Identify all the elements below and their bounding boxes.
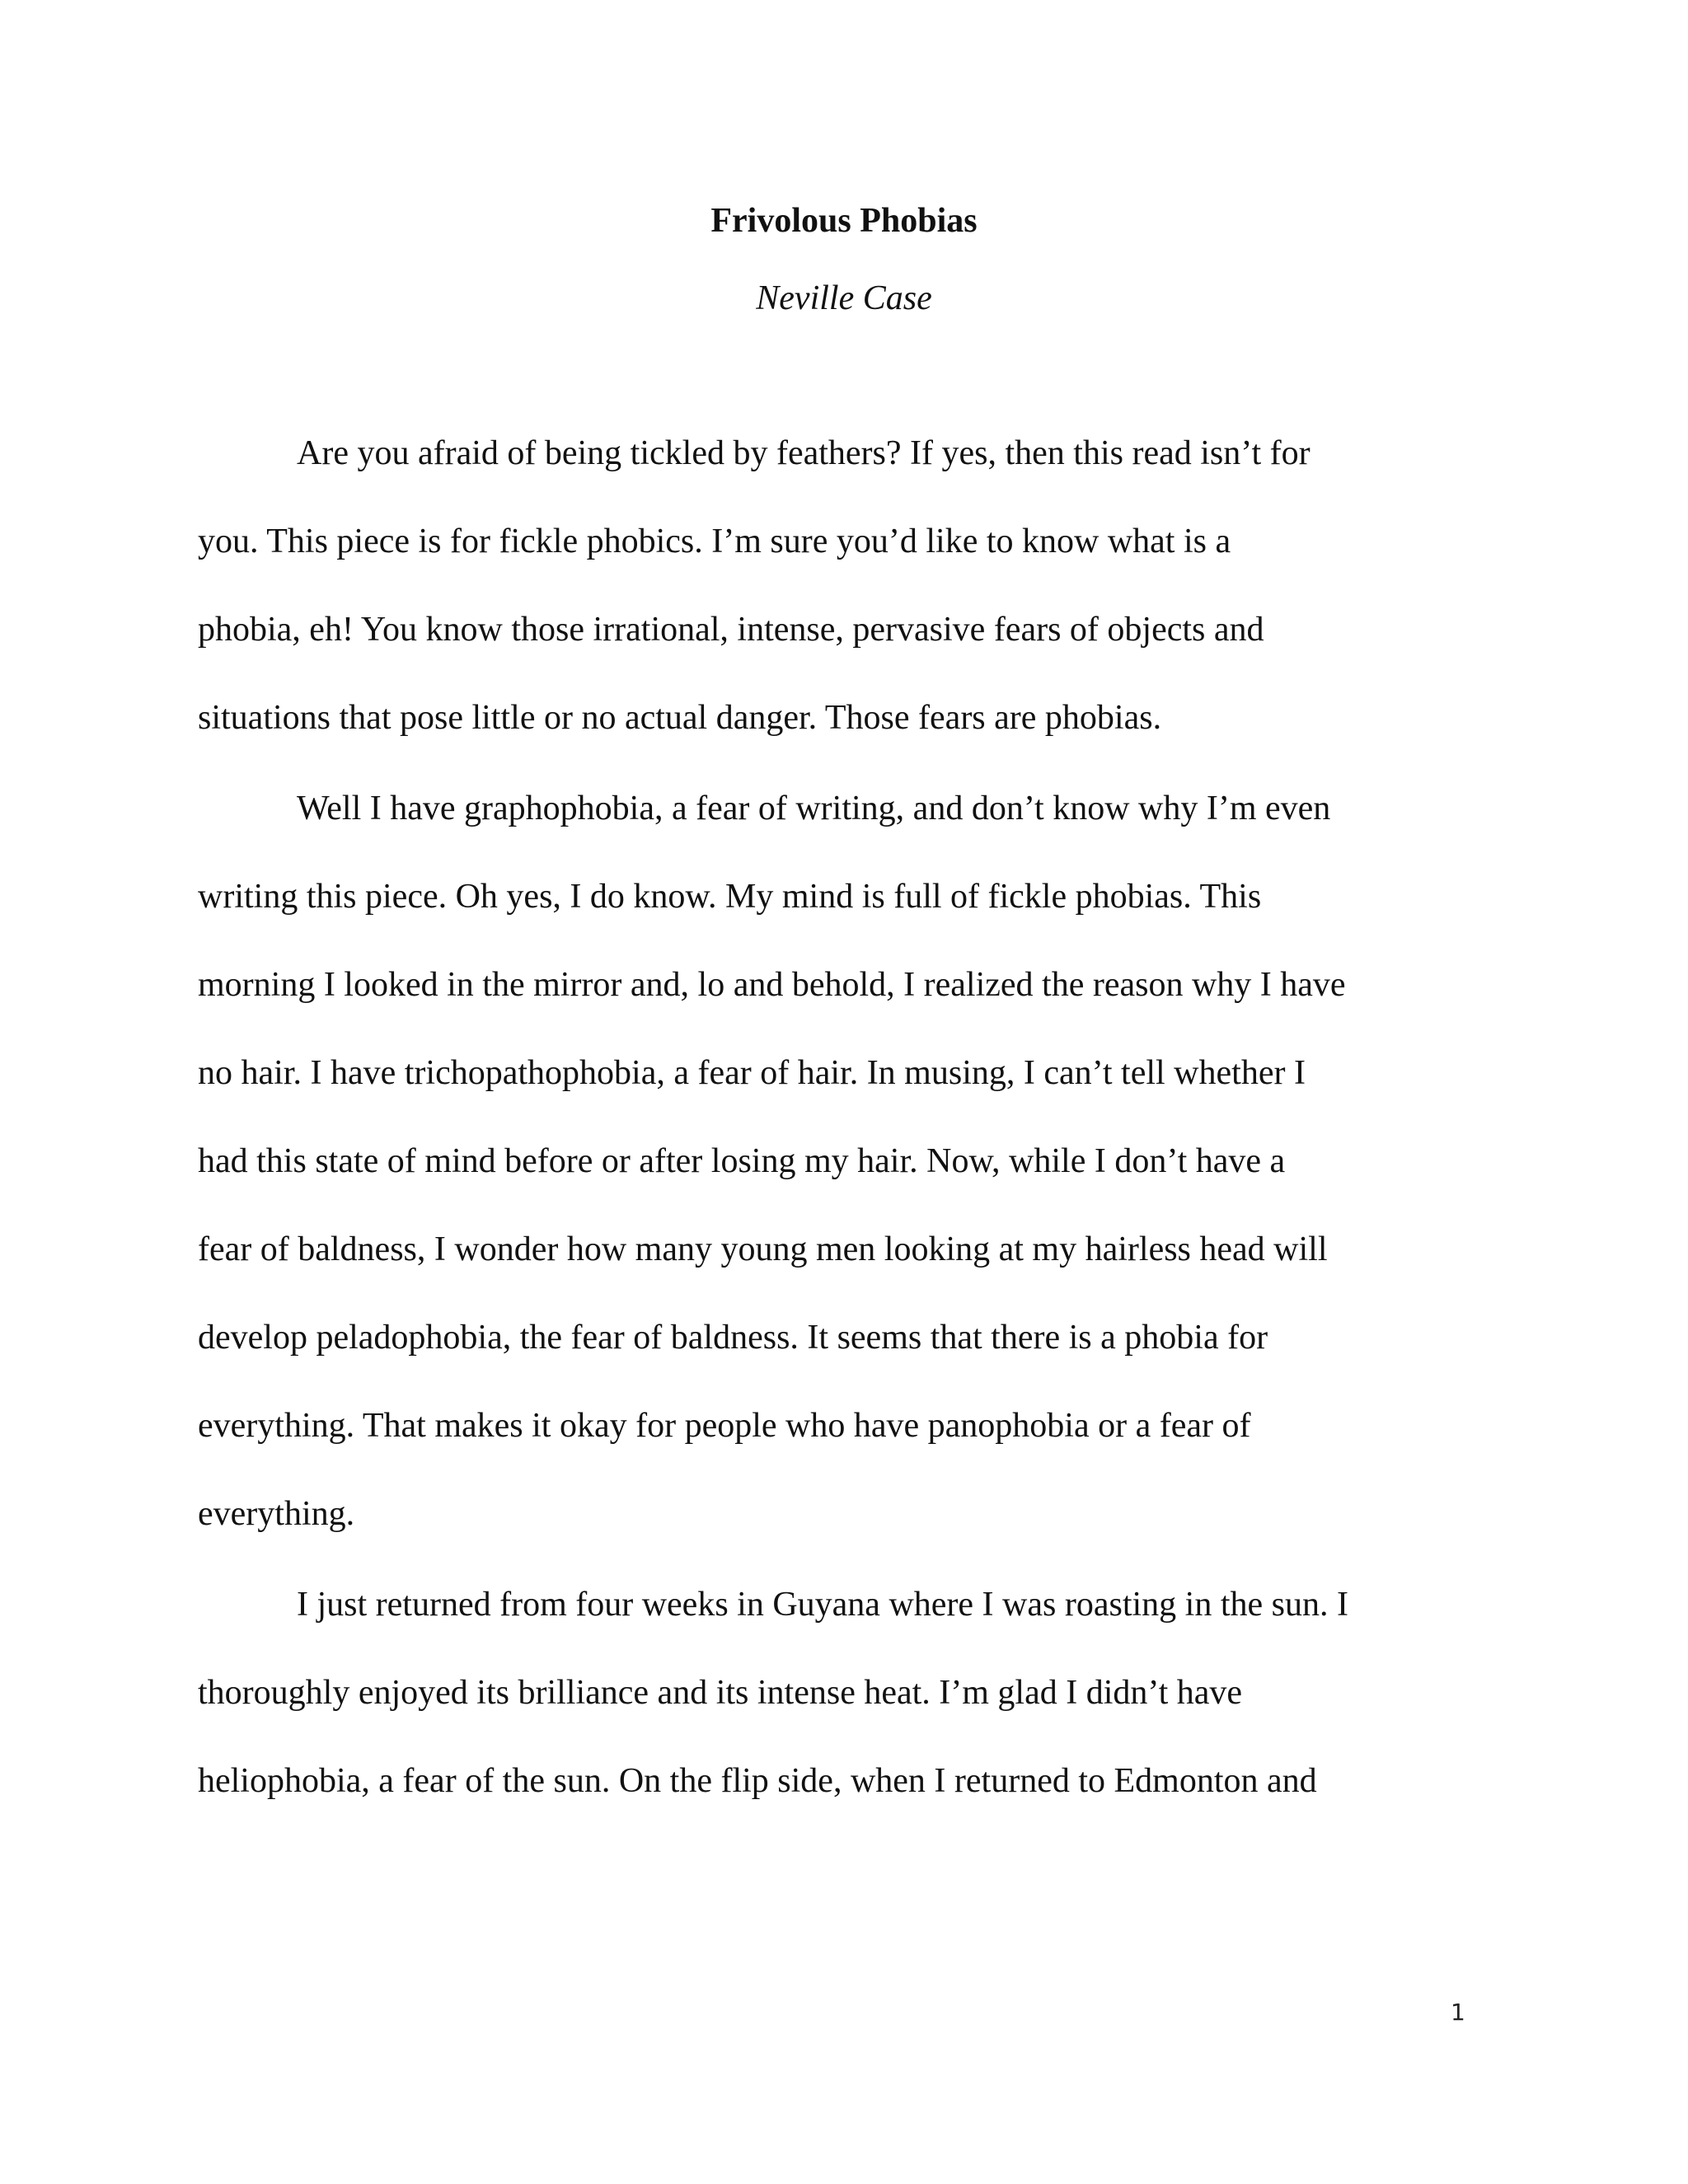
document-title: Frivolous Phobias — [710, 202, 978, 240]
paragraph-1-line-1: Are you afraid of being tickled by feathers? If yes, then this read isn’t for — [297, 434, 1311, 472]
paragraph-2-line-3: morning I looked in the mirror and, lo and behold, I realized the reason why I have — [198, 966, 1346, 1004]
paragraph-2-line-5: had this state of mind before or after losing my hair. Now, while I don’t have a — [198, 1142, 1286, 1180]
page-number: 1 — [1451, 1999, 1465, 2026]
document-body — [198, 429, 1492, 1844]
document-author: Neville Case — [756, 279, 932, 317]
paragraph-2-line-1: Well I have graphophobia, a fear of writing, and don’t know why I’m even — [297, 790, 1331, 827]
paragraph-2-line-2: writing this piece. Oh yes, I do know. My mind is full of fickle phobias. This — [198, 878, 1262, 916]
paragraph-3-line-3: heliophobia, a fear of the sun. On the flip side, when I returned to Edmonton and — [198, 1762, 1317, 1800]
paragraph-3-line-2: thoroughly enjoyed its brilliance and its intense heat. I’m glad I didn’t have — [198, 1674, 1243, 1712]
paragraph-2-line-6: fear of baldness, I wonder how many young men looking at my hairless head will — [198, 1230, 1328, 1268]
paragraph-2-line-8: everything. That makes it okay for people who have panophobia or a fear of — [198, 1407, 1251, 1445]
paragraph-1-line-3: phobia, eh! You know those irrational, intense, pervasive fears of objects and — [198, 611, 1264, 649]
paragraph-2-line-7: develop peladophobia, the fear of baldness. It seems that there is a phobia for — [198, 1319, 1268, 1357]
paragraph-1-line-2: you. This piece is for fickle phobics. I’m sure you’d like to know what is a — [198, 523, 1231, 560]
paragraph-3-line-1: I just returned from four weeks in Guyana where I was roasting in the sun. I — [297, 1586, 1348, 1624]
paragraph-2-line-4: no hair. I have trichopathophobia, a fear of hair. In musing, I can’t tell whether I — [198, 1054, 1306, 1092]
paragraph-2-line-9: everything. — [198, 1495, 355, 1533]
paragraph-1-line-4: situations that pose little or no actual danger. Those fears are phobias. — [198, 699, 1162, 737]
